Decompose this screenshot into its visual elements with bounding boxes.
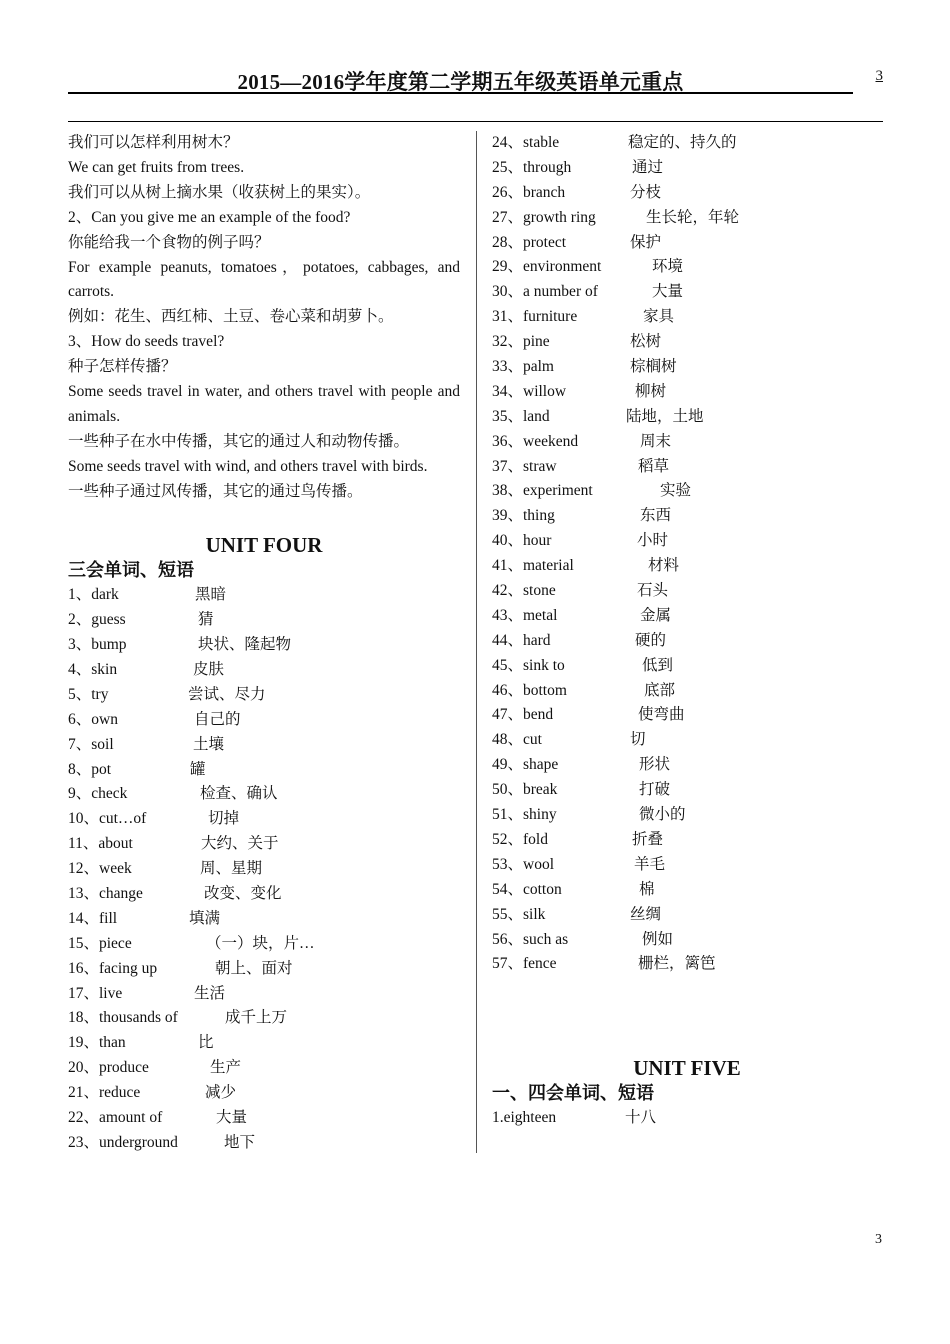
vocab-chinese: 家具	[643, 308, 675, 326]
intro-line: 种子怎样传播？	[68, 358, 177, 376]
vocab-chinese: 形状	[639, 756, 671, 774]
vocab-english: 37、straw	[492, 457, 557, 475]
vocab-english: 47、bend	[492, 706, 554, 724]
vocab-chinese: 使弯曲	[638, 706, 685, 724]
intro-line: 我们可以怎样利用树木？	[68, 134, 239, 151]
vocab-english: 14、fill	[68, 909, 118, 927]
vocab-row	[492, 330, 882, 355]
vocab-chinese: 大量	[652, 283, 684, 301]
vocab-chinese: 大约、关于	[201, 835, 279, 853]
vocab-chinese: 稻草	[638, 457, 670, 475]
blank-space	[492, 977, 882, 1052]
vocab-english: 15、piece	[68, 934, 132, 952]
vocab-english: 52、fold	[492, 830, 548, 848]
vocab-chinese: 折叠	[632, 830, 664, 848]
vocab-row	[68, 608, 460, 633]
intro-line: Some seeds travel with wind, and others travel with birds.	[68, 457, 428, 475]
vocab-row	[68, 907, 460, 932]
vocab-row	[68, 957, 460, 982]
document-title: 2015—2016学年度第二学期五年级英语单元重点	[237, 70, 684, 94]
vocab-row	[492, 629, 882, 654]
vocab-english: 49、shape	[492, 756, 559, 774]
vocab-chinese: 填满	[189, 909, 221, 927]
vocab-english: 31、furniture	[492, 308, 578, 326]
vocab-chinese: 分枝	[630, 183, 662, 201]
footer-page-number: 3	[875, 1232, 882, 1247]
vocab-chinese: 生产	[210, 1059, 242, 1077]
vocab-english: 11、about	[68, 835, 133, 853]
vocab-chinese: 周末	[640, 432, 672, 450]
vocab-english: 42、stone	[492, 582, 556, 600]
vocab-chinese: 微小的	[639, 806, 686, 824]
intro-line: 3、How do seeds travel?	[68, 333, 225, 351]
page-header	[68, 62, 883, 98]
vocab-chinese: 金属	[640, 606, 672, 624]
vocab-chinese: 切掉	[208, 810, 240, 828]
vocab-row	[492, 604, 882, 629]
vocab-row	[492, 355, 882, 380]
vocab-english: 19、than	[68, 1034, 126, 1052]
vocab-row	[68, 807, 460, 832]
vocab-english: 9、check	[68, 785, 128, 803]
vocab-row	[492, 280, 882, 305]
vocab-english: 6、own	[68, 710, 118, 728]
vocab-row	[492, 728, 882, 753]
vocab-chinese: 低到	[642, 656, 674, 674]
vocab-english: 24、stable	[492, 134, 560, 151]
vocab-english: 13、change	[68, 884, 143, 902]
vocab-row	[68, 932, 460, 957]
vocab-english: 38、experiment	[492, 482, 593, 500]
vocab-english: 26、branch	[492, 183, 566, 201]
vocab-english: 1、dark	[68, 586, 119, 604]
vocab-english: 23、underground	[68, 1133, 178, 1151]
vocab-chinese: 棉	[639, 880, 655, 898]
vocab-chinese: 猜	[198, 611, 214, 629]
vocab-english: 39、thing	[492, 507, 555, 525]
intro-line: 你能给我一个食物的例子吗？	[68, 233, 270, 251]
vocab-english: 16、facing up	[68, 959, 158, 977]
vocab-row	[68, 1131, 460, 1156]
vocab-row	[492, 231, 882, 256]
vocab-chinese: 栅栏，篱笆	[638, 955, 716, 973]
vocab-row	[68, 758, 460, 783]
vocab-english: 17、live	[68, 984, 123, 1002]
vocab-row	[68, 1081, 460, 1106]
vocab-chinese: 大量	[216, 1109, 248, 1126]
vocab-row	[492, 853, 882, 878]
vocab-chinese: 检查、确认	[200, 785, 278, 803]
vocab-english: 28、protect	[492, 233, 567, 251]
vocab-chinese: 例如	[642, 930, 674, 948]
vocab-row	[492, 753, 882, 778]
vocab-row	[68, 708, 460, 733]
vocab-chinese: 生活	[194, 984, 226, 1002]
vocab-english: 50、break	[492, 781, 558, 799]
vocab-row	[68, 832, 460, 857]
vocab-row	[492, 455, 882, 480]
vocab-row	[68, 1106, 460, 1131]
vocab-chinese: （一）块，片…	[206, 934, 315, 952]
intro-line: For example peanuts, tomatoes，potatoes, cabbages, and carrots.	[68, 258, 460, 301]
vocab-chinese: 陆地，土地	[626, 407, 704, 425]
vocab-english: 7、soil	[68, 735, 114, 753]
right-column	[492, 131, 882, 1131]
vocab-english: 5、try	[68, 685, 109, 703]
vocab-row	[492, 255, 882, 280]
vocab-chinese: 柳树	[635, 382, 667, 400]
vocab-row	[492, 679, 882, 704]
vocab-english: 22、amount of	[68, 1109, 163, 1126]
vocab-chinese: 棕榈树	[630, 358, 677, 376]
vocab-english: 56、such as	[492, 930, 569, 948]
vocab-chinese: 打破	[639, 781, 671, 799]
vocab-chinese: 黑暗	[195, 586, 227, 604]
vocab-row	[68, 658, 460, 683]
vocab-english: 55、silk	[492, 905, 546, 923]
vocab-english: 35、land	[492, 407, 550, 425]
vocab-chinese: 丝绸	[630, 905, 662, 923]
vocab-row	[492, 131, 882, 156]
vocab-row	[492, 405, 882, 430]
vocab-english: 48、cut	[492, 731, 542, 749]
vocab-row	[492, 479, 882, 504]
vocab-english: 45、sink to	[492, 656, 565, 674]
vocab-chinese: 改变、变化	[204, 884, 282, 902]
vocab-english: 36、weekend	[492, 432, 579, 450]
vocab-english: 30、a number of	[492, 283, 598, 301]
vocab-list-left	[68, 583, 460, 1155]
vocab-english: 3、bump	[68, 636, 127, 654]
intro-line: 一些种子通过风传播，其它的通过鸟传播。	[68, 482, 363, 500]
vocab-chinese: 块状、隆起物	[198, 636, 292, 654]
vocab-english: 10、cut…of	[68, 810, 147, 828]
vocab-row	[492, 504, 882, 529]
vocab-row	[492, 828, 882, 853]
vocab-chinese: 小时	[637, 532, 669, 550]
column-divider	[476, 131, 477, 1153]
vocab-english: 57、fence	[492, 955, 557, 973]
unit-four-title: UNIT FOUR	[205, 533, 323, 558]
vocab-chinese: 底部	[644, 681, 676, 699]
vocab-chinese: 生长轮，年轮	[646, 208, 740, 226]
left-column	[68, 131, 460, 1156]
intro-line: 2、Can you give me an example of the food?	[68, 208, 351, 226]
intro-line: 我们可以从树上摘水果（收获树上的果实）。	[68, 183, 371, 201]
vocab-english: 1.eighteen	[492, 1108, 557, 1126]
vocab-chinese: 松树	[630, 333, 662, 351]
vocab-row	[492, 778, 882, 803]
intro-line: We can get fruits from trees.	[68, 158, 245, 176]
vocab-row	[492, 803, 882, 828]
vocab-english: 43、metal	[492, 606, 558, 624]
vocab-chinese: 通过	[632, 158, 664, 176]
vocab-english: 20、produce	[68, 1059, 149, 1077]
vocab-row	[492, 903, 882, 928]
vocab-english: 12、week	[68, 860, 132, 878]
unit-five-section-title: 一、四会单词、短语	[492, 1082, 654, 1103]
vocab-row	[492, 1106, 882, 1131]
vocab-english: 53、wool	[492, 855, 555, 873]
intro-line: 一些种子在水中传播，其它的通过人和动物传播。	[68, 432, 410, 450]
vocab-row	[492, 206, 882, 231]
vocab-row	[68, 683, 460, 708]
vocab-chinese: 减少	[205, 1084, 237, 1102]
vocab-row	[492, 654, 882, 679]
vocab-list-right	[492, 131, 882, 977]
vocab-english: 2、guess	[68, 611, 126, 629]
header-underline	[68, 92, 853, 94]
vocab-chinese: 尝试、尽力	[188, 685, 266, 703]
vocab-chinese: 土壤	[193, 735, 225, 753]
vocab-chinese: 东西	[640, 507, 672, 525]
vocab-row	[492, 703, 882, 728]
vocab-row	[492, 952, 882, 977]
header-rule	[68, 121, 883, 122]
vocab-row	[492, 380, 882, 405]
vocab-english: 34、willow	[492, 382, 567, 400]
vocab-english: 18、thousands of	[68, 1009, 178, 1027]
vocab-row	[68, 782, 460, 807]
unit-four-section-title: 三会单词、短语	[68, 560, 194, 581]
vocab-english: 41、material	[492, 557, 574, 575]
vocab-english: 33、palm	[492, 358, 554, 376]
vocab-list-unit-five	[492, 1106, 882, 1131]
vocab-row	[492, 305, 882, 330]
vocab-row	[68, 733, 460, 758]
vocab-english: 25、through	[492, 158, 572, 176]
vocab-chinese: 石头	[637, 582, 669, 600]
vocab-row	[492, 878, 882, 903]
vocab-english: 32、pine	[492, 333, 550, 351]
unit-five-title: UNIT FIVE	[633, 1055, 741, 1080]
vocab-chinese: 成千上万	[225, 1009, 288, 1027]
vocab-english: 4、skin	[68, 660, 118, 678]
vocab-chinese: 周、星期	[200, 860, 263, 878]
vocab-english: 51、shiny	[492, 806, 557, 824]
vocab-chinese: 保护	[630, 233, 662, 251]
vocab-chinese: 实验	[660, 482, 692, 500]
vocab-row	[68, 1056, 460, 1081]
vocab-row	[492, 928, 882, 953]
vocab-row	[492, 156, 882, 181]
vocab-english: 44、hard	[492, 631, 551, 649]
vocab-row	[68, 1006, 460, 1031]
vocab-english: 8、pot	[68, 760, 112, 778]
vocab-row	[68, 633, 460, 658]
vocab-chinese: 皮肤	[193, 660, 225, 678]
blank-line	[68, 505, 460, 530]
vocab-chinese: 地下	[224, 1133, 256, 1151]
vocab-english: 46、bottom	[492, 681, 567, 699]
vocab-row	[492, 430, 882, 455]
vocab-row	[492, 181, 882, 206]
vocab-row	[492, 579, 882, 604]
vocab-chinese: 硬的	[635, 631, 667, 649]
vocab-chinese: 稳定的、持久的	[628, 134, 737, 151]
vocab-english: 40、hour	[492, 532, 552, 550]
vocab-row	[68, 882, 460, 907]
vocab-chinese: 切	[630, 731, 646, 749]
vocab-row	[492, 529, 882, 554]
vocab-chinese: 朝上、面对	[215, 959, 293, 977]
vocab-chinese: 十八	[625, 1108, 657, 1126]
vocab-row	[68, 1031, 460, 1056]
vocab-english: 21、reduce	[68, 1084, 141, 1102]
vocab-row	[68, 583, 460, 608]
vocab-chinese: 自己的	[194, 710, 241, 728]
vocab-english: 29、environment	[492, 258, 602, 276]
vocab-chinese: 环境	[652, 258, 684, 276]
vocab-chinese: 比	[198, 1034, 214, 1052]
vocab-row	[68, 857, 460, 882]
vocab-chinese: 材料	[648, 557, 680, 575]
intro-line: 例如：花生、西红柿、土豆、卷心菜和胡萝卜。	[68, 308, 394, 326]
vocab-english: 54、cotton	[492, 880, 562, 898]
vocab-chinese: 罐	[190, 760, 206, 778]
vocab-chinese: 羊毛	[634, 855, 666, 873]
vocab-row	[492, 554, 882, 579]
vocab-row	[68, 982, 460, 1007]
intro-line: Some seeds travel in water, and others travel with people and animals.	[68, 383, 460, 425]
vocab-english: 27、growth ring	[492, 208, 596, 226]
header-page-number: 3	[875, 68, 883, 84]
